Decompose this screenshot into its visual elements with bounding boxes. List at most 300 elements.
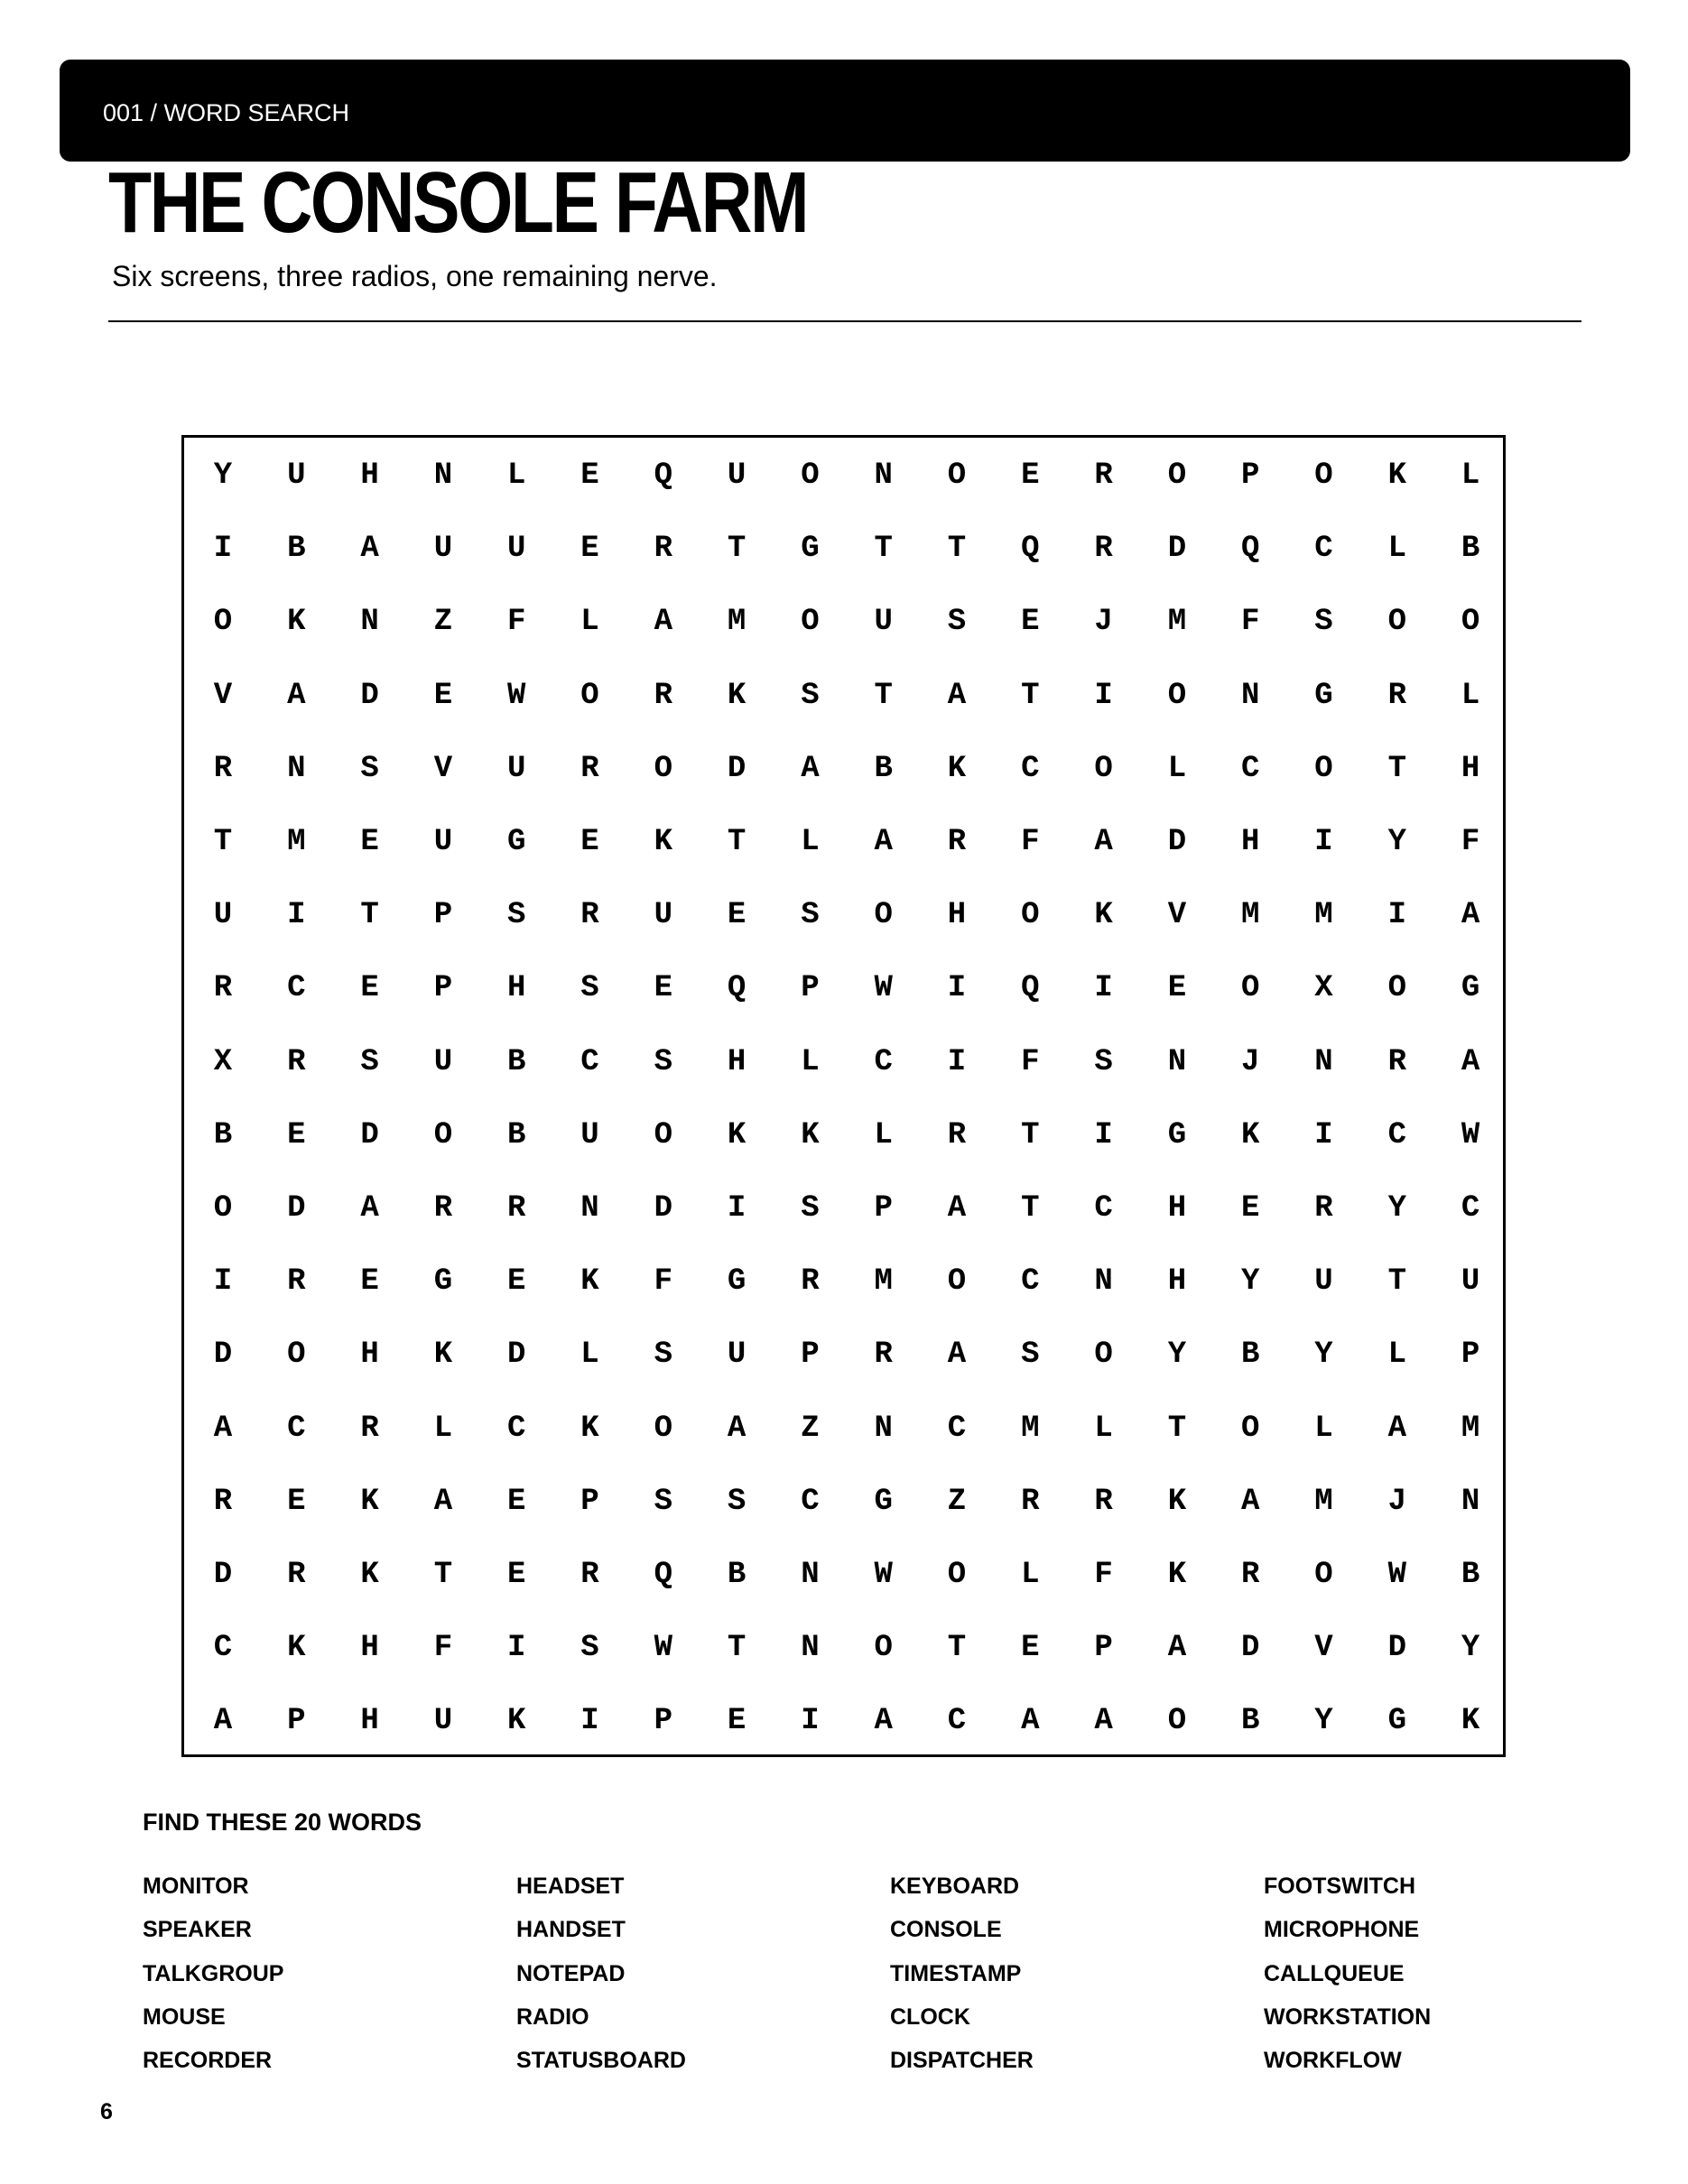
grid-letter[interactable]: P — [874, 1191, 893, 1226]
grid-letter[interactable]: B — [213, 1117, 233, 1152]
grid-letter[interactable]: S — [1094, 1044, 1113, 1079]
grid-letter[interactable]: L — [506, 458, 526, 493]
grid-letter[interactable]: T — [1021, 1191, 1040, 1226]
grid-letter[interactable]: B — [506, 1117, 526, 1152]
grid-letter[interactable]: R — [1094, 458, 1113, 493]
grid-letter[interactable]: J — [1387, 1484, 1406, 1519]
grid-letter[interactable]: R — [580, 1558, 599, 1592]
grid-letter[interactable]: Q — [1021, 532, 1040, 567]
grid-letter[interactable]: L — [580, 1337, 599, 1373]
grid-letter[interactable]: U — [1461, 1264, 1480, 1300]
grid-letter[interactable]: O — [1240, 971, 1260, 1006]
grid-letter[interactable]: R — [1094, 1484, 1113, 1519]
grid-letter[interactable]: T — [874, 532, 893, 567]
grid-letter[interactable]: E — [506, 1264, 526, 1300]
grid-letter[interactable]: M — [727, 605, 747, 640]
grid-letter[interactable]: F — [1461, 825, 1480, 859]
grid-letter[interactable]: C — [801, 1484, 820, 1519]
grid-letter[interactable]: H — [360, 1704, 379, 1739]
grid-letter[interactable]: E — [580, 825, 599, 859]
grid-letter[interactable]: T — [727, 532, 747, 567]
grid-letter[interactable]: K — [287, 605, 306, 640]
grid-letter[interactable]: T — [727, 1631, 747, 1666]
grid-letter[interactable]: R — [287, 1558, 306, 1592]
grid-letter[interactable]: U — [433, 1044, 453, 1079]
grid-letter[interactable]: S — [727, 1484, 747, 1519]
grid-letter[interactable]: U — [433, 1704, 453, 1739]
grid-letter[interactable]: I — [506, 1631, 526, 1666]
grid-letter[interactable]: O — [1461, 605, 1480, 640]
grid-letter[interactable]: A — [213, 1704, 233, 1739]
grid-letter[interactable]: A — [213, 1411, 233, 1446]
grid-letter[interactable]: G — [1461, 971, 1480, 1006]
grid-letter[interactable]: L — [874, 1117, 893, 1152]
grid-letter[interactable]: L — [580, 605, 599, 640]
grid-letter[interactable]: S — [654, 1484, 672, 1519]
grid-letter[interactable]: D — [360, 1117, 379, 1152]
grid-letter[interactable]: Y — [1387, 825, 1406, 859]
grid-letter[interactable]: H — [360, 458, 379, 493]
grid-letter[interactable]: D — [1240, 1631, 1260, 1666]
grid-letter[interactable]: K — [1461, 1704, 1480, 1739]
grid-letter[interactable]: M — [1021, 1411, 1040, 1446]
grid-letter[interactable]: T — [1387, 1264, 1406, 1300]
grid-letter[interactable]: R — [1387, 1044, 1406, 1079]
grid-letter[interactable]: V — [1167, 898, 1187, 933]
grid-letter[interactable]: N — [1167, 1044, 1187, 1079]
grid-letter[interactable]: F — [654, 1264, 672, 1300]
grid-letter[interactable]: H — [360, 1337, 379, 1373]
grid-letter[interactable]: S — [580, 971, 599, 1006]
grid-letter[interactable]: G — [727, 1264, 747, 1300]
grid-letter[interactable]: K — [727, 1117, 747, 1152]
grid-letter[interactable]: O — [213, 605, 233, 640]
grid-letter[interactable]: C — [947, 1704, 967, 1739]
grid-letter[interactable]: K — [1167, 1484, 1187, 1519]
grid-letter[interactable]: J — [1240, 1044, 1260, 1079]
grid-letter[interactable]: O — [874, 898, 893, 933]
grid-letter[interactable]: P — [1094, 1631, 1113, 1666]
grid-letter[interactable]: N — [874, 1411, 893, 1446]
grid-letter[interactable]: R — [433, 1191, 453, 1226]
grid-letter[interactable]: Y — [1461, 1631, 1480, 1666]
grid-letter[interactable]: Z — [801, 1411, 820, 1446]
grid-letter[interactable]: T — [1167, 1411, 1187, 1446]
grid-letter[interactable]: K — [801, 1117, 820, 1152]
grid-letter[interactable]: N — [580, 1191, 599, 1226]
grid-letter[interactable]: H — [1461, 751, 1480, 786]
grid-letter[interactable]: O — [1094, 1337, 1113, 1373]
grid-letter[interactable]: O — [654, 1411, 672, 1446]
grid-letter[interactable]: B — [874, 751, 893, 786]
grid-letter[interactable]: Z — [433, 605, 453, 640]
grid-letter[interactable]: P — [801, 971, 820, 1006]
grid-letter[interactable]: M — [1167, 605, 1187, 640]
grid-letter[interactable]: A — [801, 751, 820, 786]
grid-letter[interactable]: H — [1167, 1191, 1187, 1226]
grid-letter[interactable]: E — [287, 1484, 306, 1519]
grid-letter[interactable]: K — [433, 1337, 453, 1373]
grid-letter[interactable]: K — [1167, 1558, 1187, 1592]
grid-letter[interactable]: I — [1314, 825, 1333, 859]
grid-letter[interactable]: R — [654, 678, 672, 713]
grid-letter[interactable]: T — [727, 825, 747, 859]
grid-letter[interactable]: R — [801, 1264, 820, 1300]
grid-letter[interactable]: M — [287, 825, 306, 859]
grid-letter[interactable]: M — [1240, 898, 1260, 933]
grid-letter[interactable]: A — [1021, 1704, 1040, 1739]
grid-letter[interactable]: R — [654, 532, 672, 567]
grid-letter[interactable]: A — [1387, 1411, 1406, 1446]
grid-letter[interactable]: C — [947, 1411, 967, 1446]
grid-letter[interactable]: N — [1094, 1264, 1113, 1300]
grid-letter[interactable]: H — [1167, 1264, 1187, 1300]
grid-letter[interactable]: O — [433, 1117, 453, 1152]
grid-letter[interactable]: O — [654, 751, 672, 786]
grid-letter[interactable]: B — [1461, 1558, 1480, 1592]
grid-letter[interactable]: L — [1461, 458, 1480, 493]
grid-letter[interactable]: T — [1021, 1117, 1040, 1152]
grid-letter[interactable]: O — [1314, 1558, 1333, 1592]
grid-letter[interactable]: U — [727, 1337, 747, 1373]
grid-letter[interactable]: U — [287, 458, 306, 493]
grid-letter[interactable]: R — [287, 1264, 306, 1300]
grid-letter[interactable]: Y — [1240, 1264, 1260, 1300]
grid-letter[interactable]: E — [1167, 971, 1187, 1006]
grid-letter[interactable]: O — [1094, 751, 1113, 786]
grid-letter[interactable]: W — [874, 1558, 893, 1592]
grid-letter[interactable]: B — [287, 532, 306, 567]
grid-letter[interactable]: W — [874, 971, 893, 1006]
grid-letter[interactable]: R — [360, 1411, 379, 1446]
grid-letter[interactable]: I — [213, 532, 233, 567]
grid-letter[interactable]: R — [947, 1117, 967, 1152]
grid-letter[interactable]: T — [947, 532, 967, 567]
grid-letter[interactable]: C — [1240, 751, 1260, 786]
grid-letter[interactable]: S — [947, 605, 967, 640]
grid-letter[interactable]: X — [213, 1044, 233, 1079]
grid-letter[interactable]: K — [727, 678, 747, 713]
grid-letter[interactable]: T — [1387, 751, 1406, 786]
grid-letter[interactable]: Y — [1167, 1337, 1187, 1373]
grid-letter[interactable]: W — [654, 1631, 672, 1666]
grid-letter[interactable]: K — [360, 1484, 379, 1519]
grid-letter[interactable]: D — [1167, 532, 1187, 567]
grid-letter[interactable]: P — [801, 1337, 820, 1373]
grid-letter[interactable]: C — [580, 1044, 599, 1079]
grid-letter[interactable]: D — [360, 678, 379, 713]
grid-letter[interactable]: F — [506, 605, 526, 640]
grid-letter[interactable]: T — [360, 898, 379, 933]
grid-letter[interactable]: R — [1094, 532, 1113, 567]
grid-letter[interactable]: A — [727, 1411, 747, 1446]
grid-letter[interactable]: E — [1021, 1631, 1040, 1666]
grid-letter[interactable]: O — [947, 1264, 967, 1300]
grid-letter[interactable]: E — [360, 971, 379, 1006]
grid-letter[interactable]: A — [1461, 898, 1480, 933]
grid-letter[interactable]: E — [506, 1484, 526, 1519]
grid-letter[interactable]: L — [1094, 1411, 1113, 1446]
grid-letter[interactable]: K — [654, 825, 672, 859]
grid-letter[interactable]: P — [580, 1484, 599, 1519]
grid-letter[interactable]: K — [580, 1411, 599, 1446]
grid-letter[interactable]: I — [1094, 1117, 1113, 1152]
grid-letter[interactable]: I — [1094, 971, 1113, 1006]
grid-letter[interactable]: Q — [727, 971, 747, 1006]
grid-letter[interactable]: Y — [213, 458, 233, 493]
grid-letter[interactable]: A — [1167, 1631, 1187, 1666]
grid-letter[interactable]: S — [654, 1337, 672, 1373]
grid-letter[interactable]: Y — [1314, 1704, 1333, 1739]
grid-letter[interactable]: X — [1314, 971, 1333, 1006]
grid-letter[interactable]: W — [1387, 1558, 1406, 1592]
grid-letter[interactable]: O — [654, 1117, 672, 1152]
grid-letter[interactable]: D — [287, 1191, 306, 1226]
grid-letter[interactable]: S — [1021, 1337, 1040, 1373]
grid-letter[interactable]: B — [506, 1044, 526, 1079]
grid-letter[interactable]: Q — [654, 458, 672, 493]
grid-letter[interactable]: O — [1240, 1411, 1260, 1446]
grid-letter[interactable]: L — [801, 825, 820, 859]
grid-letter[interactable]: I — [213, 1264, 233, 1300]
grid-letter[interactable]: Y — [1387, 1191, 1406, 1226]
grid-letter[interactable]: K — [287, 1631, 306, 1666]
grid-letter[interactable]: M — [874, 1264, 893, 1300]
grid-letter[interactable]: P — [654, 1704, 672, 1739]
grid-letter[interactable]: E — [727, 898, 747, 933]
grid-letter[interactable]: C — [287, 971, 306, 1006]
grid-letter[interactable]: D — [727, 751, 747, 786]
grid-letter[interactable]: D — [1387, 1631, 1406, 1666]
grid-letter[interactable]: K — [947, 751, 967, 786]
grid-letter[interactable]: C — [1461, 1191, 1480, 1226]
grid-letter[interactable]: C — [506, 1411, 526, 1446]
grid-letter[interactable]: A — [874, 825, 893, 859]
grid-letter[interactable]: H — [360, 1631, 379, 1666]
grid-letter[interactable]: S — [801, 1191, 820, 1226]
grid-letter[interactable]: A — [1094, 825, 1113, 859]
grid-letter[interactable]: U — [1314, 1264, 1333, 1300]
grid-letter[interactable]: U — [433, 825, 453, 859]
grid-letter[interactable]: S — [360, 1044, 379, 1079]
grid-letter[interactable]: S — [506, 898, 526, 933]
grid-letter[interactable]: R — [1314, 1191, 1333, 1226]
grid-letter[interactable]: N — [874, 458, 893, 493]
grid-letter[interactable]: A — [654, 605, 672, 640]
grid-letter[interactable]: R — [506, 1191, 526, 1226]
grid-letter[interactable]: E — [433, 678, 453, 713]
grid-letter[interactable]: P — [287, 1704, 306, 1739]
grid-letter[interactable]: L — [801, 1044, 820, 1079]
grid-letter[interactable]: I — [287, 898, 306, 933]
grid-letter[interactable]: E — [727, 1704, 747, 1739]
grid-letter[interactable]: L — [1387, 1337, 1406, 1373]
grid-letter[interactable]: L — [1167, 751, 1187, 786]
grid-letter[interactable]: A — [1240, 1484, 1260, 1519]
grid-letter[interactable]: R — [213, 1484, 233, 1519]
grid-letter[interactable]: A — [947, 678, 967, 713]
grid-letter[interactable]: M — [1461, 1411, 1480, 1446]
grid-letter[interactable]: A — [947, 1337, 967, 1373]
grid-letter[interactable]: A — [947, 1191, 967, 1226]
grid-letter[interactable]: T — [1021, 678, 1040, 713]
grid-letter[interactable]: I — [947, 971, 967, 1006]
grid-letter[interactable]: H — [1240, 825, 1260, 859]
grid-letter[interactable]: G — [874, 1484, 893, 1519]
grid-letter[interactable]: U — [727, 458, 747, 493]
grid-letter[interactable]: G — [1167, 1117, 1187, 1152]
grid-letter[interactable]: E — [506, 1558, 526, 1592]
grid-letter[interactable]: J — [1094, 605, 1113, 640]
grid-letter[interactable]: R — [1021, 1484, 1040, 1519]
grid-letter[interactable]: R — [580, 898, 599, 933]
grid-letter[interactable]: A — [287, 678, 306, 713]
grid-letter[interactable]: N — [360, 605, 379, 640]
grid-letter[interactable]: A — [360, 532, 379, 567]
grid-letter[interactable]: P — [1461, 1337, 1480, 1373]
grid-letter[interactable]: H — [727, 1044, 747, 1079]
grid-letter[interactable]: E — [580, 532, 599, 567]
grid-letter[interactable]: R — [947, 825, 967, 859]
grid-letter[interactable]: V — [433, 751, 453, 786]
grid-letter[interactable]: N — [1461, 1484, 1480, 1519]
grid-letter[interactable]: E — [287, 1117, 306, 1152]
grid-letter[interactable]: N — [1240, 678, 1260, 713]
grid-letter[interactable]: O — [1167, 1704, 1187, 1739]
grid-letter[interactable]: W — [506, 678, 526, 713]
grid-letter[interactable]: G — [506, 825, 526, 859]
grid-letter[interactable]: R — [213, 971, 233, 1006]
grid-letter[interactable]: U — [433, 532, 453, 567]
grid-letter[interactable]: H — [506, 971, 526, 1006]
grid-letter[interactable]: U — [874, 605, 893, 640]
grid-letter[interactable]: O — [801, 605, 820, 640]
grid-letter[interactable]: C — [213, 1631, 233, 1666]
grid-letter[interactable]: U — [580, 1117, 599, 1152]
grid-letter[interactable]: B — [1240, 1704, 1260, 1739]
grid-letter[interactable]: O — [1314, 458, 1333, 493]
grid-letter[interactable]: P — [433, 898, 453, 933]
grid-letter[interactable]: I — [1314, 1117, 1333, 1152]
grid-letter[interactable]: L — [1314, 1411, 1333, 1446]
grid-letter[interactable]: A — [433, 1484, 453, 1519]
grid-letter[interactable]: G — [1314, 678, 1333, 713]
grid-letter[interactable]: R — [1240, 1558, 1260, 1592]
grid-letter[interactable]: I — [1387, 898, 1406, 933]
grid-letter[interactable]: F — [1021, 825, 1040, 859]
grid-letter[interactable]: K — [360, 1558, 379, 1592]
grid-letter[interactable]: P — [1240, 458, 1260, 493]
grid-letter[interactable]: N — [801, 1631, 820, 1666]
grid-letter[interactable]: O — [1314, 751, 1333, 786]
grid-letter[interactable]: E — [654, 971, 672, 1006]
grid-letter[interactable]: E — [1021, 605, 1040, 640]
grid-letter[interactable]: K — [1240, 1117, 1260, 1152]
grid-letter[interactable]: O — [213, 1191, 233, 1226]
grid-letter[interactable]: Q — [1021, 971, 1040, 1006]
grid-letter[interactable]: R — [213, 751, 233, 786]
grid-letter[interactable]: I — [801, 1704, 820, 1739]
grid-letter[interactable]: O — [947, 458, 967, 493]
grid-letter[interactable]: G — [801, 532, 820, 567]
grid-letter[interactable]: B — [1240, 1337, 1260, 1373]
grid-letter[interactable]: S — [360, 751, 379, 786]
grid-letter[interactable]: L — [1387, 532, 1406, 567]
grid-letter[interactable]: T — [947, 1631, 967, 1666]
grid-letter[interactable]: O — [287, 1337, 306, 1373]
grid-letter[interactable]: T — [874, 678, 893, 713]
grid-letter[interactable]: K — [506, 1704, 526, 1739]
grid-letter[interactable]: T — [213, 825, 233, 859]
grid-letter[interactable]: N — [287, 751, 306, 786]
grid-letter[interactable]: C — [874, 1044, 893, 1079]
grid-letter[interactable]: K — [580, 1264, 599, 1300]
grid-letter[interactable]: O — [1167, 458, 1187, 493]
grid-letter[interactable]: D — [213, 1337, 233, 1373]
grid-letter[interactable]: K — [1094, 898, 1113, 933]
grid-letter[interactable]: I — [727, 1191, 747, 1226]
grid-letter[interactable]: N — [1314, 1044, 1333, 1079]
grid-letter[interactable]: O — [1387, 605, 1406, 640]
grid-letter[interactable]: S — [1314, 605, 1333, 640]
grid-letter[interactable]: E — [360, 825, 379, 859]
grid-letter[interactable]: F — [1094, 1558, 1113, 1592]
grid-letter[interactable]: O — [1021, 898, 1040, 933]
grid-letter[interactable]: N — [433, 458, 453, 493]
grid-letter[interactable]: A — [360, 1191, 379, 1226]
grid-letter[interactable]: A — [1094, 1704, 1113, 1739]
grid-letter[interactable]: Y — [1314, 1337, 1333, 1373]
grid-letter[interactable]: O — [874, 1631, 893, 1666]
grid-letter[interactable]: V — [213, 678, 233, 713]
grid-letter[interactable]: C — [1094, 1191, 1113, 1226]
grid-letter[interactable]: W — [1461, 1117, 1480, 1152]
grid-letter[interactable]: A — [1461, 1044, 1480, 1079]
grid-letter[interactable]: M — [1314, 1484, 1333, 1519]
grid-letter[interactable]: A — [874, 1704, 893, 1739]
grid-letter[interactable]: P — [433, 971, 453, 1006]
grid-letter[interactable]: H — [947, 898, 967, 933]
grid-letter[interactable]: C — [287, 1411, 306, 1446]
grid-letter[interactable]: B — [727, 1558, 747, 1592]
grid-letter[interactable]: O — [1167, 678, 1187, 713]
grid-letter[interactable]: U — [654, 898, 672, 933]
grid-letter[interactable]: R — [874, 1337, 893, 1373]
grid-letter[interactable]: I — [947, 1044, 967, 1079]
grid-letter[interactable]: R — [287, 1044, 306, 1079]
grid-letter[interactable]: F — [433, 1631, 453, 1666]
grid-letter[interactable]: L — [433, 1411, 453, 1446]
grid-letter[interactable]: O — [1387, 971, 1406, 1006]
grid-letter[interactable]: C — [1021, 1264, 1040, 1300]
grid-letter[interactable]: U — [213, 898, 233, 933]
grid-letter[interactable]: C — [1314, 532, 1333, 567]
grid-letter[interactable]: E — [1021, 458, 1040, 493]
grid-letter[interactable]: I — [1094, 678, 1113, 713]
grid-letter[interactable]: B — [1461, 532, 1480, 567]
grid-letter[interactable]: D — [1167, 825, 1187, 859]
grid-letter[interactable]: Z — [947, 1484, 967, 1519]
grid-letter[interactable]: O — [580, 678, 599, 713]
grid-letter[interactable]: U — [506, 532, 526, 567]
grid-letter[interactable]: E — [360, 1264, 379, 1300]
grid-letter[interactable]: R — [1387, 678, 1406, 713]
grid-letter[interactable]: F — [1021, 1044, 1040, 1079]
grid-letter[interactable]: K — [1387, 458, 1406, 493]
grid-letter[interactable]: L — [1461, 678, 1480, 713]
grid-letter[interactable]: D — [506, 1337, 526, 1373]
grid-letter[interactable]: D — [654, 1191, 672, 1226]
